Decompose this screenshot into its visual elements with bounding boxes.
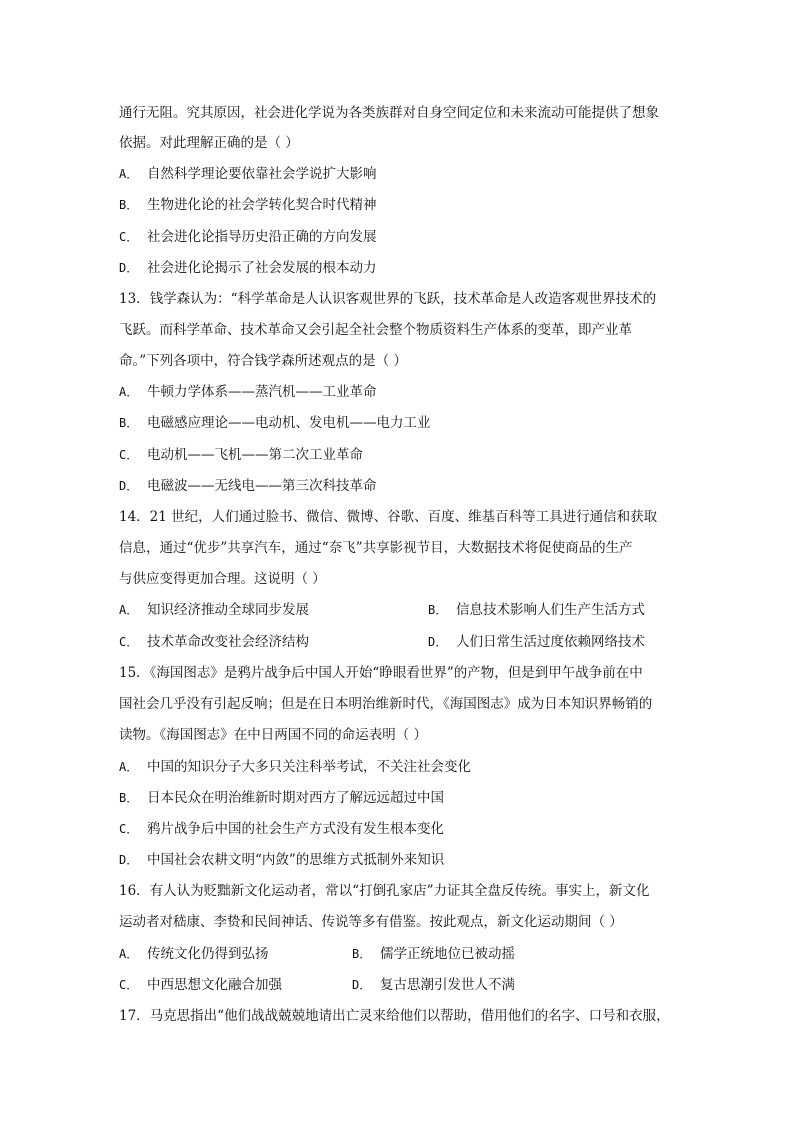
q14-option-b[interactable] (428, 600, 645, 620)
option-text: 牛顿力学体系——蒸汽机——工业革命 (147, 384, 377, 400)
option-letter: B． (352, 947, 372, 961)
option-text: 鸦片战争后中国的社会生产方式没有发生根本变化 (147, 821, 444, 837)
option-letter: B． (119, 791, 139, 805)
option-text: 中国的知识分子大多只关注科举考试，不关注社会变化 (147, 759, 471, 775)
q15-stem-line2: 国社会几乎没有引起反响；但是在日本明治维新时代，《海国图志》成为日本知识界畅销的 (119, 696, 653, 712)
q13-stem-line3: 命。”下列各项中，符合钱学森所述观点的是（ ） (119, 353, 407, 369)
q15-option-a[interactable] (119, 757, 679, 777)
option-text: 传统文化仍得到弘扬 (147, 946, 269, 962)
option-text: 日本民众在明治维新时期对西方了解远远超过中国 (147, 790, 444, 806)
q15-option-c[interactable] (119, 819, 679, 839)
q15-option-b[interactable] (119, 788, 679, 808)
q16-options-row1 (119, 944, 679, 964)
option-text: 技术革命改变社会经济结构 (147, 634, 309, 650)
option-text: 电动机——飞机——第二次工业革命 (147, 447, 363, 463)
option-text: 人们日常生活过度依赖网络技术 (456, 634, 645, 650)
q12-stem-line1: 通行无阻。究其原因，社会进化学说为各类族群对自身空间定位和未来流动可能提供了想象 (119, 105, 659, 121)
q16-options-row2 (119, 975, 679, 995)
option-text: 自然科学理论要依靠社会学说扩大影响 (147, 166, 377, 182)
q14-stem-line3: 与供应变得更加合理。这说明（ ） (119, 571, 326, 587)
q15-stem-line3: 读物。《海国图志》在中日两国不同的命运表明（ ） (119, 727, 428, 743)
q13-option-b[interactable] (119, 413, 679, 433)
option-letter: A． (119, 760, 139, 774)
q12-stem-line2: 依据。对此理解正确的是（ ） (119, 135, 299, 151)
q16-stem-line1: 16．有人认为贬黜新文化运动者，常以“打倒孔家店”力证其全盘反传统。事实上，新文化 (119, 883, 650, 899)
q14-option-c[interactable] (119, 634, 309, 650)
option-letter: C． (119, 822, 139, 836)
option-text: 社会进化论揭示了社会发展的根本动力 (147, 260, 377, 276)
option-text: 中国社会农耕文明“内敛”的思维方式抵制外来知识 (147, 852, 445, 868)
option-letter: A． (119, 603, 139, 617)
q13-stem-line2: 飞跃。而科学革命、技术革命又会引起全社会整个物质资料生产体系的变革，即产业革 (119, 322, 632, 338)
q16-option-b[interactable] (352, 944, 515, 964)
q15-stem-line1: 15．《海国图志》是鸦片战争后中国人开始“睁眼看世界”的产物，但是到甲午战争前在中 (119, 665, 643, 681)
q14-stem-line2: 信息，通过“优步”共享汽车，通过“奈飞”共享影视节目，大数据技术将促使商品的生产 (119, 540, 633, 556)
q14-options-row1 (119, 600, 679, 620)
q16-option-c[interactable] (119, 977, 282, 993)
option-letter: A． (119, 167, 139, 181)
option-text: 信息技术影响人们生产生活方式 (456, 602, 645, 618)
option-letter: D． (119, 853, 139, 867)
option-text: 生物进化论的社会学转化契合时代精神 (147, 197, 377, 213)
q15-option-d[interactable] (119, 850, 679, 870)
q12-option-a[interactable] (119, 164, 679, 184)
option-letter: C． (119, 230, 139, 244)
option-letter: D． (119, 479, 139, 493)
option-text: 电磁波——无线电——第三次科技革命 (147, 478, 377, 494)
q14-options-row2 (119, 632, 679, 652)
option-letter: C． (119, 978, 139, 992)
option-letter: D． (352, 978, 372, 992)
q13-option-c[interactable] (119, 445, 679, 465)
q16-stem-line2: 运动者对嵇康、李贽和民间神话、传说等多有借鉴。按此观点，新文化运动期间（ ） (119, 914, 623, 930)
option-letter: B． (119, 198, 139, 212)
q12-option-b[interactable] (119, 195, 679, 215)
q14-option-d[interactable] (428, 632, 645, 652)
option-letter: D． (428, 635, 448, 649)
option-text: 知识经济推动全球同步发展 (147, 602, 309, 618)
option-text: 中西思想文化融合加强 (147, 977, 282, 993)
option-letter: B． (119, 416, 139, 430)
option-letter: D． (119, 261, 139, 275)
q14-option-a[interactable] (119, 602, 309, 618)
option-text: 儒学正统地位已被动摇 (380, 946, 515, 962)
option-text: 电磁感应理论——电动机、发电机——电力工业 (147, 415, 431, 431)
option-text: 复古思潮引发世人不满 (380, 977, 515, 993)
option-letter: B． (428, 603, 448, 617)
option-text: 社会进化论指导历史沿正确的方向发展 (147, 229, 377, 245)
q12-option-c[interactable] (119, 227, 679, 247)
q12-option-d[interactable] (119, 258, 679, 278)
q16-option-d[interactable] (352, 975, 515, 995)
q13-option-d[interactable] (119, 476, 679, 496)
option-letter: C． (119, 635, 139, 649)
q14-stem-line1: 14．21 世纪，人们通过脸书、微信、微博、谷歌、百度、维基百科等工具进行通信和获取 (119, 509, 658, 525)
q16-option-a[interactable] (119, 946, 269, 962)
option-letter: A． (119, 947, 139, 961)
q17-stem-line1: 17．马克思指出“他们战战兢兢地请出亡灵来给他们以帮助，借用他们的名字、口号和衣服， (119, 1008, 670, 1024)
option-letter: A． (119, 385, 139, 399)
option-letter: C． (119, 448, 139, 462)
q13-stem-line1: 13．钱学森认为：“科学革命是人认识客观世界的飞跃，技术革命是人改造客观世界技术的 (119, 291, 657, 307)
q13-option-a[interactable] (119, 382, 679, 402)
